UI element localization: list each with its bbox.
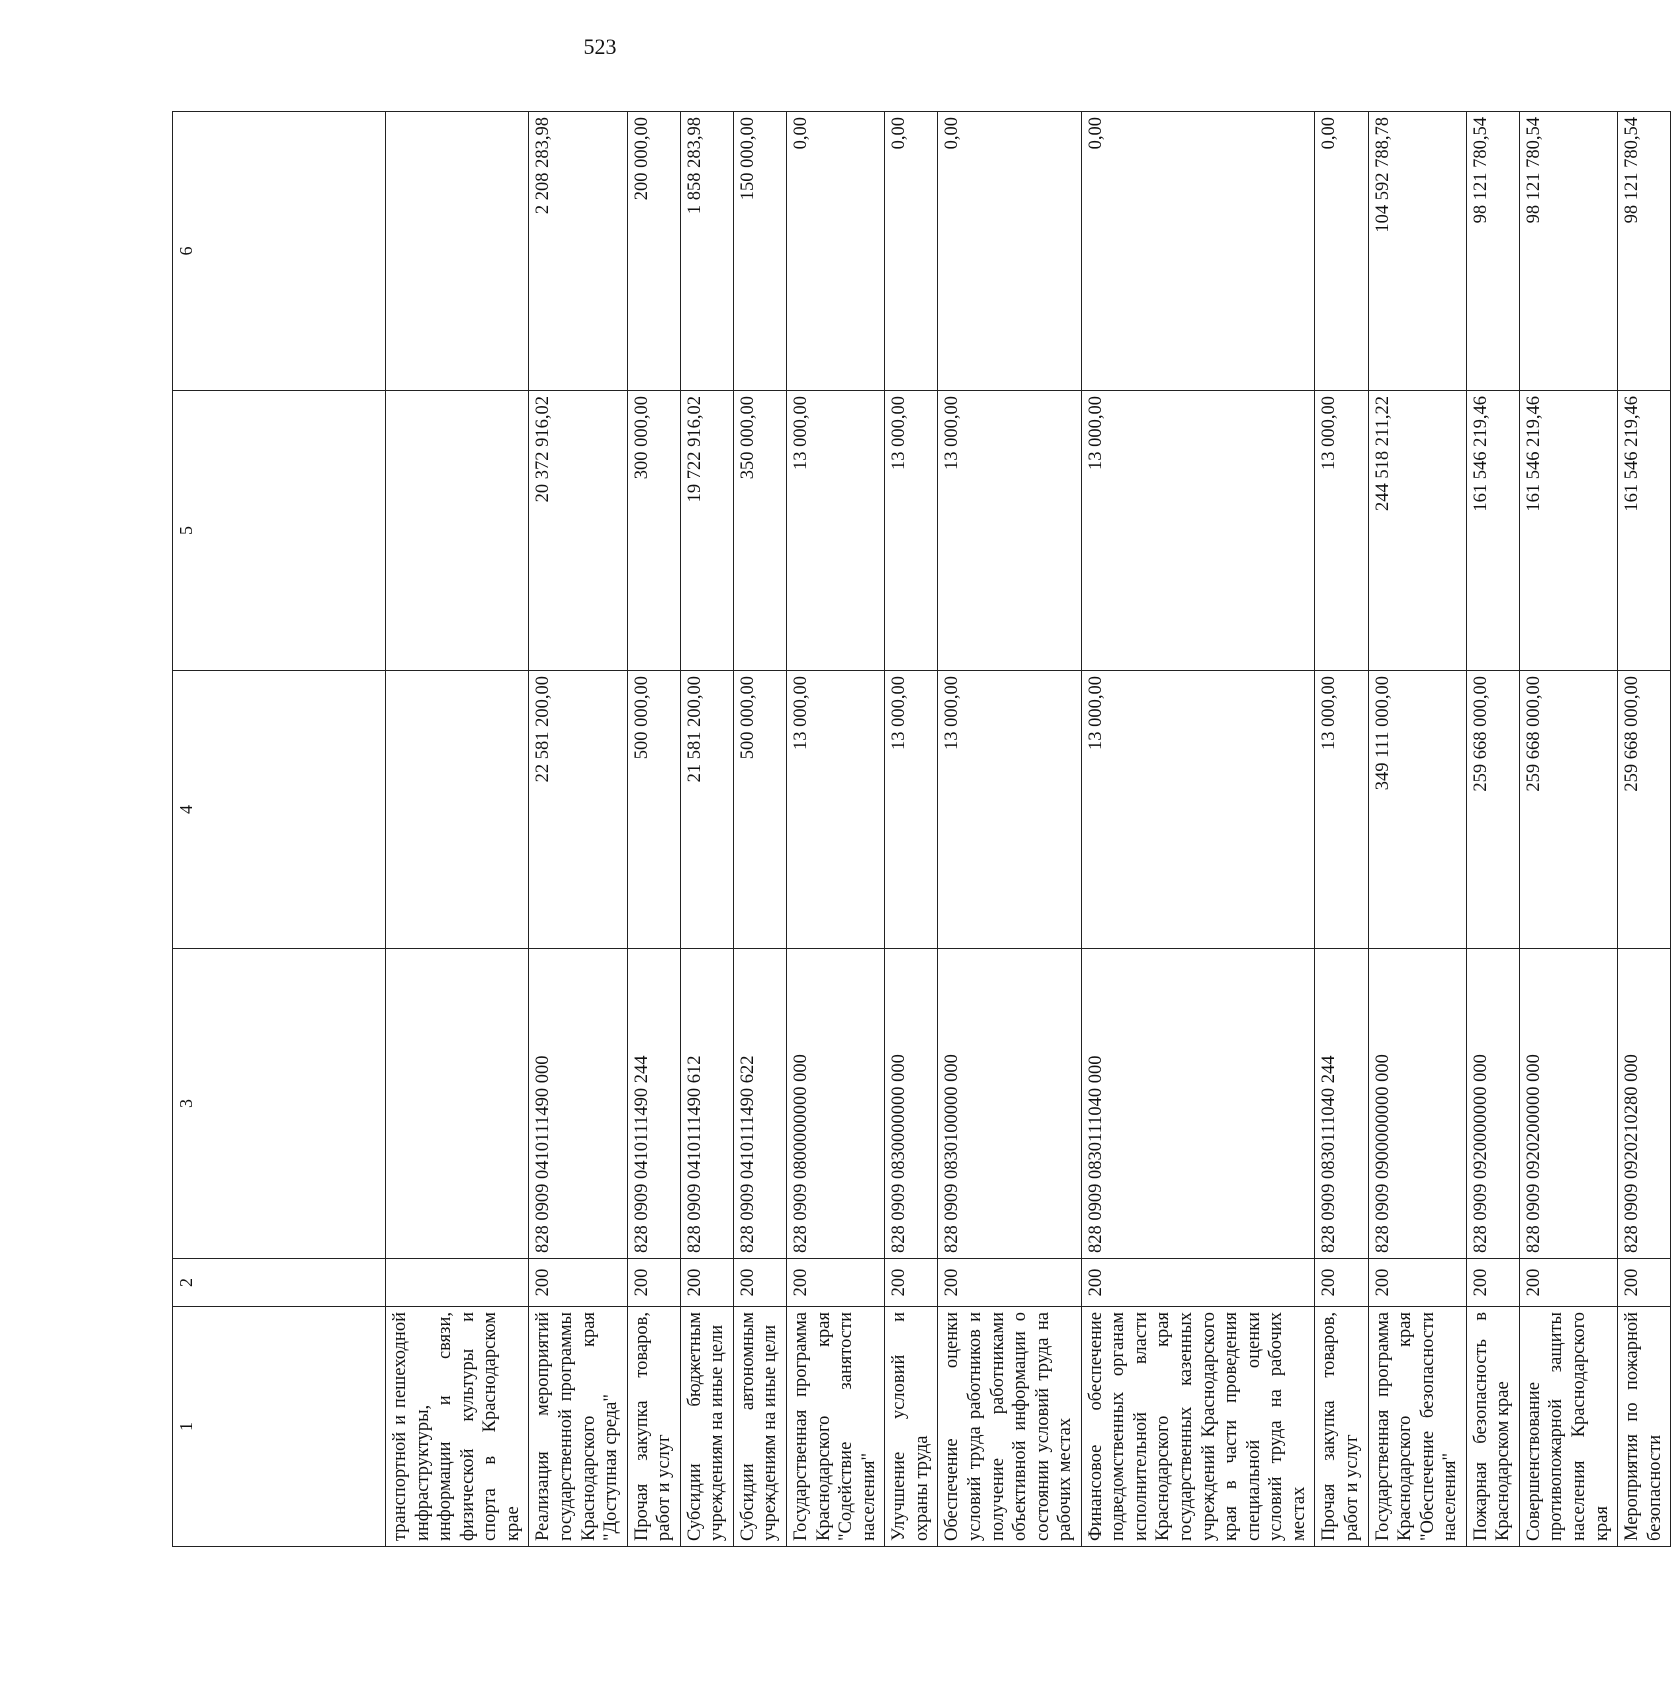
row-section-cell: 200 <box>733 1259 786 1307</box>
table-row <box>1618 112 1671 1547</box>
row-unexecuted-amount-cell: 0,00 <box>787 112 885 391</box>
row-approved-amount-cell: 13 000,00 <box>885 671 938 949</box>
row-code-cell: 828 0909 0410111490 612 <box>680 949 733 1259</box>
row-unexecuted-amount-cell: 0,00 <box>885 112 938 391</box>
row-approved-amount-cell: 500 000,00 <box>733 671 786 949</box>
row-code-cell: 828 0909 0920210280 000 <box>1618 949 1671 1259</box>
table-row <box>1368 112 1466 1547</box>
row-executed-amount-cell: 13 000,00 <box>787 391 885 671</box>
row-approved-amount-cell: 259 668 000,00 <box>1466 671 1519 949</box>
row-section-cell: 200 <box>1466 1259 1519 1307</box>
row-executed-amount-cell <box>386 391 529 671</box>
header-cell-2: 2 <box>173 1259 386 1307</box>
row-code-cell: 828 0909 0410111490 622 <box>733 949 786 1259</box>
table-row <box>1519 112 1617 1547</box>
table-row <box>938 112 1081 1547</box>
row-section-cell: 200 <box>1368 1259 1466 1307</box>
row-unexecuted-amount-cell: 98 121 780,54 <box>1519 112 1617 391</box>
rotated-table-frame <box>172 112 1665 1547</box>
row-approved-amount-cell: 13 000,00 <box>1081 671 1315 949</box>
row-name-cell: Государственная программа Краснодарского края "Содействие занятости населения" <box>787 1307 885 1547</box>
row-approved-amount-cell: 259 668 000,00 <box>1618 671 1671 949</box>
row-name-cell: Субсидии автономным учреждениям на иные цели <box>733 1307 786 1547</box>
header-row <box>173 112 386 1547</box>
row-approved-amount-cell <box>386 671 529 949</box>
header-cell-3: 3 <box>173 949 386 1259</box>
row-section-cell: 200 <box>1081 1259 1315 1307</box>
table-row <box>529 112 627 1547</box>
header-cell-5: 5 <box>173 391 386 671</box>
row-unexecuted-amount-cell: 104 592 788,78 <box>1368 112 1466 391</box>
table-row <box>787 112 885 1547</box>
row-section-cell: 200 <box>627 1259 680 1307</box>
table-row <box>885 112 938 1547</box>
row-executed-amount-cell: 13 000,00 <box>1081 391 1315 671</box>
row-code-cell <box>386 949 529 1259</box>
row-code-cell: 828 0909 0830000000 000 <box>885 949 938 1259</box>
budget-table <box>172 111 1671 1547</box>
row-unexecuted-amount-cell: 98 121 780,54 <box>1466 112 1519 391</box>
row-name-cell: Реализация мероприятий государственной программы Краснодарского края "Доступная среда" <box>529 1307 627 1547</box>
row-section-cell <box>386 1259 529 1307</box>
table-row <box>627 112 680 1547</box>
row-unexecuted-amount-cell: 0,00 <box>1315 112 1368 391</box>
row-unexecuted-amount-cell: 1 858 283,98 <box>680 112 733 391</box>
row-section-cell: 200 <box>529 1259 627 1307</box>
row-executed-amount-cell: 161 546 219,46 <box>1618 391 1671 671</box>
row-code-cell: 828 0909 0410111490 244 <box>627 949 680 1259</box>
row-section-cell: 200 <box>680 1259 733 1307</box>
row-executed-amount-cell: 350 000,00 <box>733 391 786 671</box>
row-section-cell: 200 <box>787 1259 885 1307</box>
row-name-cell: Обеспечение оценки условий труда работников и получение работниками объективной информации о состоянии условий труда на рабочих местах <box>938 1307 1081 1547</box>
header-cell-1: 1 <box>173 1307 386 1547</box>
row-name-cell: Совершенствование противопожарной защиты населения Краснодарского края <box>1519 1307 1617 1547</box>
table-row <box>1315 112 1368 1547</box>
row-executed-amount-cell: 161 546 219,46 <box>1519 391 1617 671</box>
row-code-cell: 828 0909 0830111040 000 <box>1081 949 1315 1259</box>
row-name-cell: Мероприятия по пожарной безопасности <box>1618 1307 1671 1547</box>
row-executed-amount-cell: 13 000,00 <box>1315 391 1368 671</box>
page-number: 523 <box>583 34 617 59</box>
row-unexecuted-amount-cell: 150 000,00 <box>733 112 786 391</box>
header-cell-6: 6 <box>173 112 386 391</box>
row-unexecuted-amount-cell: 0,00 <box>1081 112 1315 391</box>
row-section-cell: 200 <box>1618 1259 1671 1307</box>
row-executed-amount-cell: 300 000,00 <box>627 391 680 671</box>
row-unexecuted-amount-cell: 98 121 780,54 <box>1618 112 1671 391</box>
row-name-cell: Финансовое обеспечение подведомственных органам исполнительной власти Краснодарского края государственных казенных учреждений Краснодарского края в части проведения специальной оценки условий труда на рабочих местах <box>1081 1307 1315 1547</box>
row-executed-amount-cell: 19 722 916,02 <box>680 391 733 671</box>
table-row <box>733 112 786 1547</box>
row-section-cell: 200 <box>938 1259 1081 1307</box>
row-approved-amount-cell: 349 111 000,00 <box>1368 671 1466 949</box>
row-approved-amount-cell: 22 581 200,00 <box>529 671 627 949</box>
row-executed-amount-cell: 13 000,00 <box>938 391 1081 671</box>
row-code-cell: 828 0909 0800000000 000 <box>787 949 885 1259</box>
row-unexecuted-amount-cell: 2 208 283,98 <box>529 112 627 391</box>
row-executed-amount-cell: 161 546 219,46 <box>1466 391 1519 671</box>
row-name-cell: Прочая закупка товаров, работ и услуг <box>627 1307 680 1547</box>
row-code-cell: 828 0909 0900000000 000 <box>1368 949 1466 1259</box>
row-approved-amount-cell: 21 581 200,00 <box>680 671 733 949</box>
table-row <box>1466 112 1519 1547</box>
row-approved-amount-cell: 259 668 000,00 <box>1519 671 1617 949</box>
row-code-cell: 828 0909 0920000000 000 <box>1466 949 1519 1259</box>
row-name-cell: транспортной и пешеходной инфраструктуры, информации и связи, физической культуры и спорта в Краснодарском крае <box>386 1307 529 1547</box>
rotated-table-wrapper <box>172 112 1665 1547</box>
row-approved-amount-cell: 13 000,00 <box>938 671 1081 949</box>
table-row <box>1081 112 1315 1547</box>
row-approved-amount-cell: 13 000,00 <box>1315 671 1368 949</box>
row-approved-amount-cell: 500 000,00 <box>627 671 680 949</box>
row-name-cell: Субсидии бюджетным учреждениям на иные цели <box>680 1307 733 1547</box>
row-executed-amount-cell: 13 000,00 <box>885 391 938 671</box>
header-cell-4: 4 <box>173 671 386 949</box>
row-code-cell: 828 0909 0410111490 000 <box>529 949 627 1259</box>
budget-table-body <box>173 112 1671 1547</box>
row-name-cell: Пожарная безопасность в Краснодарском крае <box>1466 1307 1519 1547</box>
row-executed-amount-cell: 244 518 211,22 <box>1368 391 1466 671</box>
row-name-cell: Улучшение условий и охраны труда <box>885 1307 938 1547</box>
row-section-cell: 200 <box>1315 1259 1368 1307</box>
row-executed-amount-cell: 20 372 916,02 <box>529 391 627 671</box>
table-row <box>680 112 733 1547</box>
row-name-cell: Государственная программа Краснодарского края "Обеспечение безопасности населения" <box>1368 1307 1466 1547</box>
row-section-cell: 200 <box>885 1259 938 1307</box>
row-code-cell: 828 0909 0830100000 000 <box>938 949 1081 1259</box>
row-name-cell: Прочая закупка товаров, работ и услуг <box>1315 1307 1368 1547</box>
table-row <box>386 112 529 1547</box>
row-code-cell: 828 0909 0920200000 000 <box>1519 949 1617 1259</box>
row-unexecuted-amount-cell: 200 000,00 <box>627 112 680 391</box>
row-unexecuted-amount-cell <box>386 112 529 391</box>
row-code-cell: 828 0909 0830111040 244 <box>1315 949 1368 1259</box>
row-section-cell: 200 <box>1519 1259 1617 1307</box>
row-unexecuted-amount-cell: 0,00 <box>938 112 1081 391</box>
row-approved-amount-cell: 13 000,00 <box>787 671 885 949</box>
